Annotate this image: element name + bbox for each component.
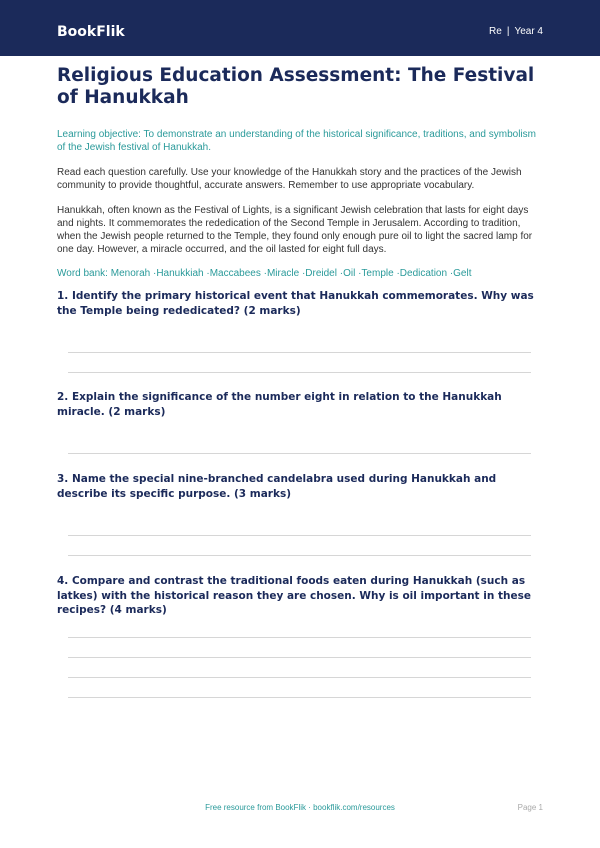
answer-line[interactable]: [68, 697, 531, 698]
worksheet-title: Religious Education Assessment: The Festival of Hanukkah: [57, 65, 535, 108]
word-bank-item: · Dedication: [394, 268, 447, 279]
word-bank-item: · Miracle: [261, 268, 299, 279]
brand-logo[interactable]: BookFlik: [57, 24, 125, 40]
word-bank-item: Menorah: [110, 268, 151, 279]
answer-line[interactable]: [68, 453, 531, 454]
answer-line[interactable]: [68, 555, 531, 556]
word-bank-label: Word bank:: [57, 268, 108, 279]
header-meta: [489, 25, 543, 39]
footer-credit[interactable]: Free resource from BookFlik · bookflik.com/resources: [205, 803, 395, 812]
question-2: 2. Explain the significance of the number eight in relation to the Hanukkah miracle. (2 marks): [57, 391, 502, 418]
word-bank-item: · Maccabees: [204, 268, 261, 279]
word-bank-item: · Dreidel: [299, 268, 337, 279]
answer-line[interactable]: [68, 637, 531, 638]
answer-line[interactable]: [68, 535, 531, 536]
page-number: Page 1: [517, 803, 543, 812]
answer-line[interactable]: [68, 372, 531, 373]
instructions-paragraph: Read each question carefully. Use your knowledge of the Hanukkah story and the practices of the Jewish community to provide thoughtful, accurate answers. Remember to use appropriate vocabulary.: [57, 167, 522, 191]
word-bank: [57, 267, 543, 280]
word-bank-item: · Temple: [355, 268, 393, 279]
question-4: 4. Compare and contrast the traditional foods eaten during Hanukkah (such as latkes) with the historical reason they are chosen. Why is oil important in these recipes? (4 marks): [57, 575, 531, 616]
context-paragraph: Hanukkah, often known as the Festival of Lights, is a significant Jewish celebration that lasts for eight days and nights. It commemorates the rededication of the Second Temple in Jerusalem. According to tradition, when the Jewish people returned to the Temple, they found only enough pure oil to light the sacred lamp for one day. However, a miracle occurred, and the oil lasted for eight full days.: [57, 205, 533, 255]
year-label: Year 4: [514, 26, 543, 37]
learning-objective: Learning objective: To demonstrate an understanding of the historical significance, traditions, and symbolism of the Jewish festival of Hanukkah.: [57, 129, 536, 153]
word-bank-item: · Gelt: [447, 268, 471, 279]
answer-line[interactable]: [68, 352, 531, 353]
question-3: 3. Name the special nine-branched candelabra used during Hanukkah and describe its specific purpose. (3 marks): [57, 473, 497, 500]
question-1: 1. Identify the primary historical event that Hanukkah commemorates. Why was the Temple being rededicated? (2 marks): [57, 290, 534, 317]
subject-label: Re: [489, 26, 502, 37]
meta-separator: |: [506, 26, 510, 37]
page-header: [0, 0, 600, 56]
word-bank-item: · Hanukkiah: [150, 268, 203, 279]
answer-line[interactable]: [68, 657, 531, 658]
word-bank-item: · Oil: [337, 268, 355, 279]
answer-line[interactable]: [68, 677, 531, 678]
worksheet-intro: [57, 65, 543, 280]
